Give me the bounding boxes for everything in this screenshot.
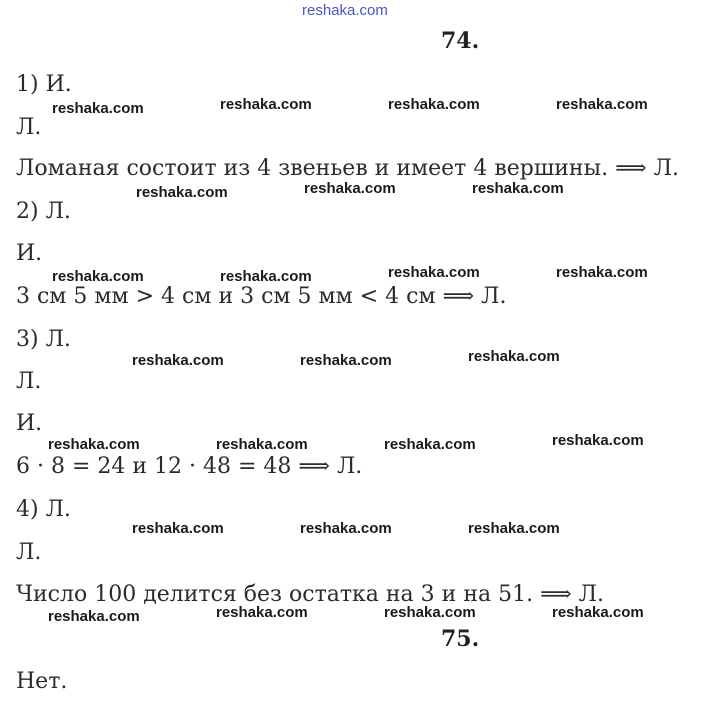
watermark: reshaka.com	[132, 352, 224, 369]
watermark: reshaka.com	[220, 268, 312, 285]
answer-line-11: 4) Л.	[16, 497, 71, 522]
watermark: reshaka.com	[48, 608, 140, 625]
answer-line-12: Л.	[16, 540, 42, 565]
answer-line-10: 6 · 8 = 24 и 12 · 48 = 48 ⟹ Л.	[16, 454, 363, 479]
watermark: reshaka.com	[388, 264, 480, 281]
task-75-number: 75.	[441, 626, 480, 652]
watermark: reshaka.com	[304, 180, 396, 197]
answer-line-13: Число 100 делится без остатка на 3 и на 51. ⟹ Л.	[16, 582, 604, 607]
watermark: reshaka.com	[556, 264, 648, 281]
watermark: reshaka.com	[52, 100, 144, 117]
watermark: reshaka.com	[472, 180, 564, 197]
site-header-watermark[interactable]: reshaka.com	[302, 2, 388, 19]
answer-line-2: Л.	[16, 115, 42, 140]
watermark: reshaka.com	[300, 352, 392, 369]
watermark: reshaka.com	[384, 604, 476, 621]
answer-line-5: И.	[16, 241, 43, 266]
watermark: reshaka.com	[388, 96, 480, 113]
watermark: reshaka.com	[468, 348, 560, 365]
watermark: reshaka.com	[556, 96, 648, 113]
watermark: reshaka.com	[216, 604, 308, 621]
watermark: reshaka.com	[300, 520, 392, 537]
answer-line-4: 2) Л.	[16, 199, 71, 224]
watermark: reshaka.com	[216, 436, 308, 453]
answer-line-8: Л.	[16, 369, 42, 394]
answer-line-6: 3 см 5 мм > 4 см и 3 см 5 мм < 4 см ⟹ Л.	[16, 284, 507, 309]
task-75-answer: Нет.	[16, 669, 68, 694]
answer-line-7: 3) Л.	[16, 327, 71, 352]
watermark: reshaka.com	[48, 436, 140, 453]
watermark: reshaka.com	[52, 268, 144, 285]
watermark: reshaka.com	[220, 96, 312, 113]
answer-line-9: И.	[16, 411, 43, 436]
watermark: reshaka.com	[552, 432, 644, 449]
answer-line-3: Ломаная состоит из 4 звеньев и имеет 4 вершины. ⟹ Л.	[16, 156, 679, 181]
watermark: reshaka.com	[136, 184, 228, 201]
watermark: reshaka.com	[552, 604, 644, 621]
watermark: reshaka.com	[384, 436, 476, 453]
watermark: reshaka.com	[468, 520, 560, 537]
task-74-number: 74.	[441, 28, 480, 54]
watermark: reshaka.com	[132, 520, 224, 537]
answer-line-1: 1) И.	[16, 72, 72, 97]
